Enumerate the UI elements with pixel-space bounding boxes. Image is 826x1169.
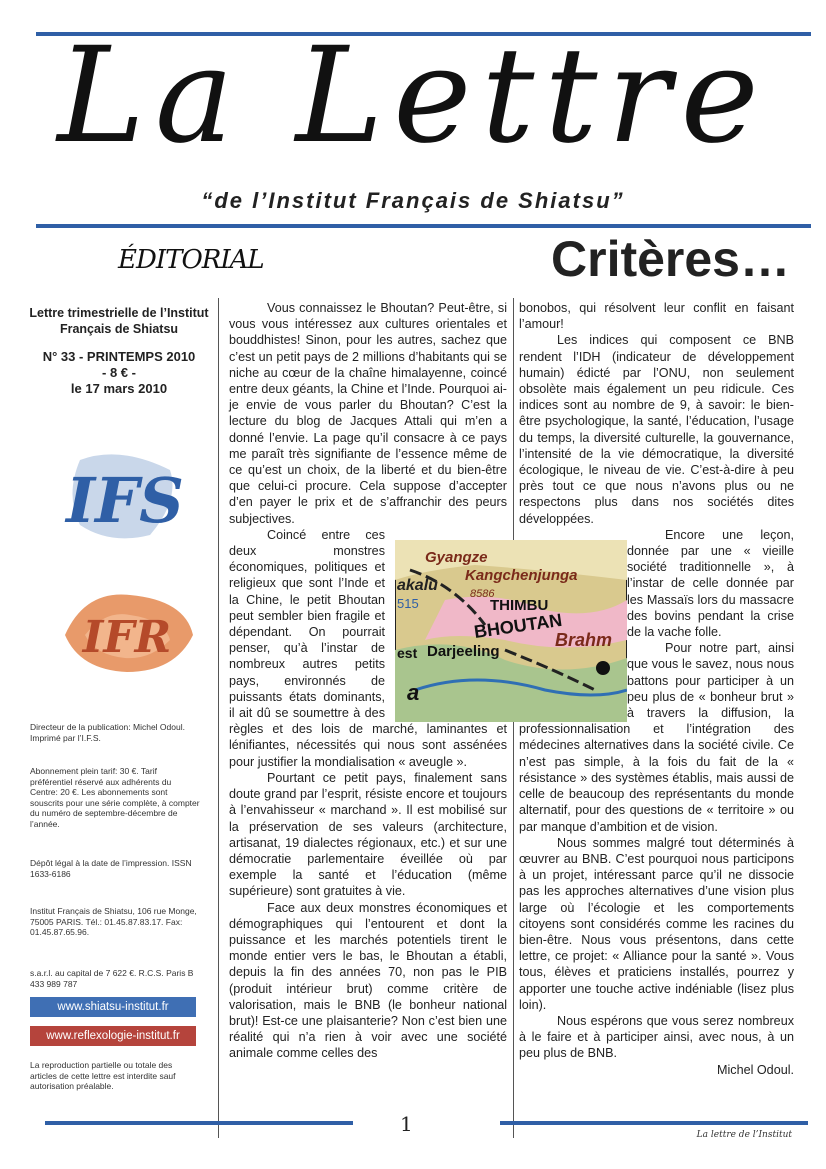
map-label: Kangchenjunga [465,567,578,584]
article-paragraph: Nous espérons que vous serez nombreux à le faire et à participer ainsi, avec nous, à un peu plus de BNB. [519,1013,794,1061]
website-link-shiatsu[interactable]: www.shiatsu-institut.fr [30,997,196,1017]
website-link-reflexologie[interactable]: www.reflexologie-institut.fr [30,1026,196,1046]
masthead-subtitle: “de l’Institut Français de Shiatsu” [201,188,625,213]
ifs-logo [60,440,190,550]
publication-name: Lettre trimestrielle de l’Institut Français de Shiatsu [29,306,209,336]
map-label: Darjeeling [427,643,500,660]
column-divider-left [218,298,219,1138]
footer-rule-right [500,1121,808,1125]
map-label: THIMBU [490,597,549,614]
article-paragraph: Face aux deux monstres économiques et démographiques qui l’entourent et dont la puissance et les marchés potentiels tirent le monde entier vers le bas, le Bhoutan a établi, depuis la fin des années 70, non pas le PIB (produit intérieur brut) comme critère de valorisation, mais le BNB (le bonheur national brut)! Est-ce une plaisanterie? Non c’est bien une réalité qui n’a rien à voir avec une société animale comme celles des [229,900,507,1061]
article-paragraph: Coincé entre ces deux monstres économiques, politiques et religieux que sont l’Inde et la Chine, le petit Bhoutan peut sembler bien fragile et dépendant. On pourrait penser, qu’à l’instar de nombreux autres petits pays, environnés de puissants états dominants, il ait dû se soumettre à des règles et des lois de marché, laminantes et lénifiantes, nécessités qui nous sont assénées pour justifier la mondialisation « aveugle ». [229,527,507,769]
rights-notice: La reproduction partielle ou totale des articles de cette lettre est interdite sauf autorisation préalable. [30,1060,176,1091]
bhutan-map [395,540,627,722]
map-label: a [407,680,420,705]
article-paragraph: Nous sommes malgré tout déterminés à œuvrer au BNB. C’est pourquoi nous participons à un projet, intéressant parce qu’il ne dissocie pas les approches alternatives d’une vision plus large où l’écologie et les comportements citoyens sont considérés comme les racines du bien-être. Nous vous présentons, dans cette lettre, ce projet: « Alliance pour la santé ». Vous tous, élèves et praticiens installés, pourrez y apporter une touche active indéniable (lisez plus loin). [519,835,794,1012]
legal-info: Dépôt légal à la date de l’impression. ISSN 1633-6186 [30,858,192,879]
map-label: est [397,645,418,661]
ifr-logo [55,580,200,680]
article-paragraph: Les indices qui composent ce BNB rendent l’IDH (indicateur de développement humain) édicté par l’ONU, non seulement obsolète mais également un peu ridicule. Ces indices sont au nombre de 9, à savoir: le bien-être psychologique, la santé, l’éducation, l’usage du temps, la diversité culturelle, la gouvernance, l’intensité de la vie démocratique, la diversité écologique, le niveau de vie. C’est-à-dire à peu près tout ce que nous n’avons plus ou ne respectons plus dans nos sociétés dites développées. [519,333,794,526]
running-title: La lettre de l’Institut [696,1130,792,1140]
map-label: BHOUTAN [472,609,564,642]
director-info: Directeur de la publication: Michel Odoul. Imprimé par l’I.F.S. [30,722,185,743]
company-info: s.a.r.l. au capital de 7 622 €. R.C.S. Paris B 433 989 787 [30,968,194,989]
issue-info [28,349,210,397]
article-paragraph: Pourtant ce petit pays, finalement sans doute grand par l’esprit, résiste encore et toujours à l’envahisseur « marchand ». Il est mobilisé sur la préservation de ses valeurs (architecture, artisanat, 19 dialectes régionaux, etc.) et sur une démocratie parlementaire éveillée où par exemple la santé et l’éducation (même supérieure) sont gratuites à vie. [229,770,507,899]
ifr-logo-text: IFR [82,612,172,663]
footer-rule-left [45,1121,353,1125]
masthead-rule [36,224,811,228]
page-number: 1 [400,1112,413,1136]
section-label: ÉDITORIAL [118,245,264,275]
map-label: Gyangze [425,549,488,566]
headline: Critères… [551,231,790,287]
map-label: Brahm [555,630,613,650]
issue-number: N° 33 - PRINTEMPS 2010 [42,349,196,364]
address-info: Institut Français de Shiatsu, 106 rue Monge, 75005 PARIS. Tél.: 01.45.87.83.17. Fax: 01.45.87.65.96. [30,906,197,937]
article-paragraph: bonobos, qui résolvent leur conflit en faisant l’amour! [519,301,794,332]
subscription-info: Abonnement plein tarif: 30 €. Tarif préférentiel réservé aux adhérents du Centre: 20 €. Les abonnements sont souscrits pour une série complète, à compter du numéro de septembre-décembre de l’année. [30,766,200,829]
issue-date: le 17 mars 2010 [70,381,168,396]
article-paragraph: Pour notre part, ainsi que vous le savez, nous nous battons pour participer à un peu plus de « bonheur brut » à travers la diffusion, la professionnalisation et l’intégration des médecines alternatives dans la société civile. Ce n’est pas simple, à la fois du fait de la « résistance » des systèmes établis, mais aussi de celle de beaucoup des représentants du monde alternatif, pour des questions de « territoire » ou par manque d’ambition et de vision. [519,641,794,834]
map-label: akalu [397,577,438,594]
article-paragraph: Vous connaissez le Bhoutan? Peut-être, si vous vous intéressez aux cultures orientales et bouddhistes! Sinon, pour les autres, sachez que c’est un petit pays de 2 millions d’habitants qui se niche au cœur de la chaîne himalayenne, coincé entre deux géants, la Chine et l’Inde. Pourquoi ai-je envie de vous parler du Bhoutan? C’est la lecture du blog de Jacques Attali qui m’en a donné l’envie. La page qu’il consacre à ce pays me paraît très signifiante de l’essence même de ce qu’est un choix, de la liberté et du bien-être que celui-ci procure. Cela suppose d’accepter d’en payer le prix et de s’affranchir des peurs subjectives. [229,301,507,526]
masthead-title: La Lettre [57,19,769,173]
map-label: 515 [397,596,419,611]
signature: Michel Odoul. [717,1062,794,1077]
article-paragraph: Encore une leçon, donnée par une « vieille société traditionnelle », à l’instar de celle donnée par les Massaïs lors du massacre des bovins pendant la crise de la vache folle. [627,527,794,640]
map-label: 8586 [470,588,495,600]
issue-price: - 8 € - [102,365,136,380]
ifs-logo-text: IFS [66,464,184,537]
sidebar [28,305,210,397]
